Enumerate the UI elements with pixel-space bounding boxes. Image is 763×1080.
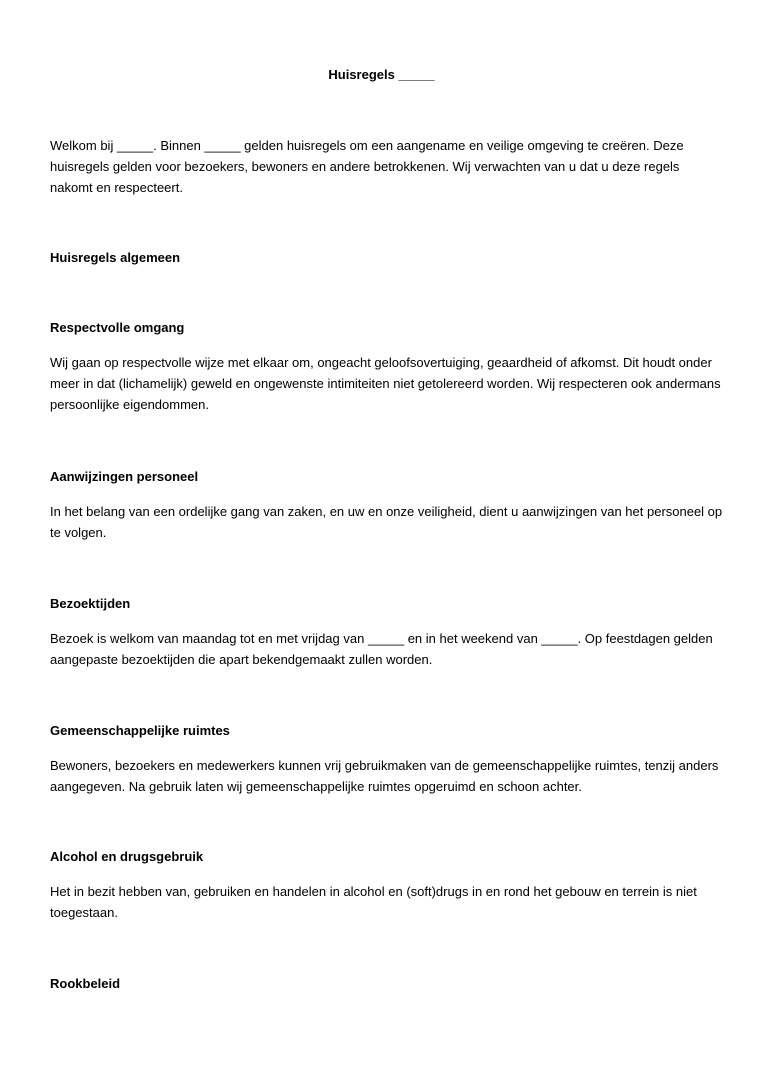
section-body-visiting-hours: Bezoek is welkom van maandag tot en met vrijdag van _____ en in het weekend van _____. Op feestdagen gelden aangepaste bezoektijden die apart bekendgemaakt zullen worden. [50,631,713,667]
section-heading-alcohol-drugs: Alcohol en drugsgebruik [50,849,204,864]
document-title: Huisregels _____ [328,67,435,82]
section-heading-smoking-policy: Rookbeleid [50,976,121,991]
section-body-staff-instructions: In het belang van een ordelijke gang van zaken, en uw en onze veiligheid, dient u aanwijzingen van het personeel op te volgen. [50,504,723,540]
section-body-alcohol-drugs: Het in bezit hebben van, gebruiken en handelen in alcohol en (soft)drugs in en rond het gebouw en terrein is niet toegestaan. [50,884,697,920]
section-heading-staff-instructions: Aanwijzingen personeel [50,469,199,484]
intro-paragraph: Welkom bij _____. Binnen _____ gelden huisregels om een aangename en veilige omgeving te creëren. Deze huisregels gelden voor bezoekers, bewoners en andere betrokkenen. Wij verwachten van u dat u deze regels nakomt en respecteert. [50,138,684,195]
section-heading-visiting-hours: Bezoektijden [50,596,131,611]
general-rules-heading: Huisregels algemeen [50,250,181,265]
section-heading-respectful-conduct: Respectvolle omgang [50,320,185,335]
section-body-respectful-conduct: Wij gaan op respectvolle wijze met elkaar om, ongeacht geloofsovertuiging, geaardheid of afkomst. Dit houdt onder meer in dat (lichamelijk) geweld en ongewenste intimiteiten niet getolereerd worden. Wij respecteren ook andermans persoonlijke eigendommen. [50,355,721,412]
section-heading-common-areas: Gemeenschappelijke ruimtes [50,723,230,738]
section-body-common-areas: Bewoners, bezoekers en medewerkers kunnen vrij gebruikmaken van de gemeenschappelijke ruimtes, tenzij anders aangegeven. Na gebruik laten wij gemeenschappelijke ruimtes opgeruimd en schoon achter. [50,758,719,794]
